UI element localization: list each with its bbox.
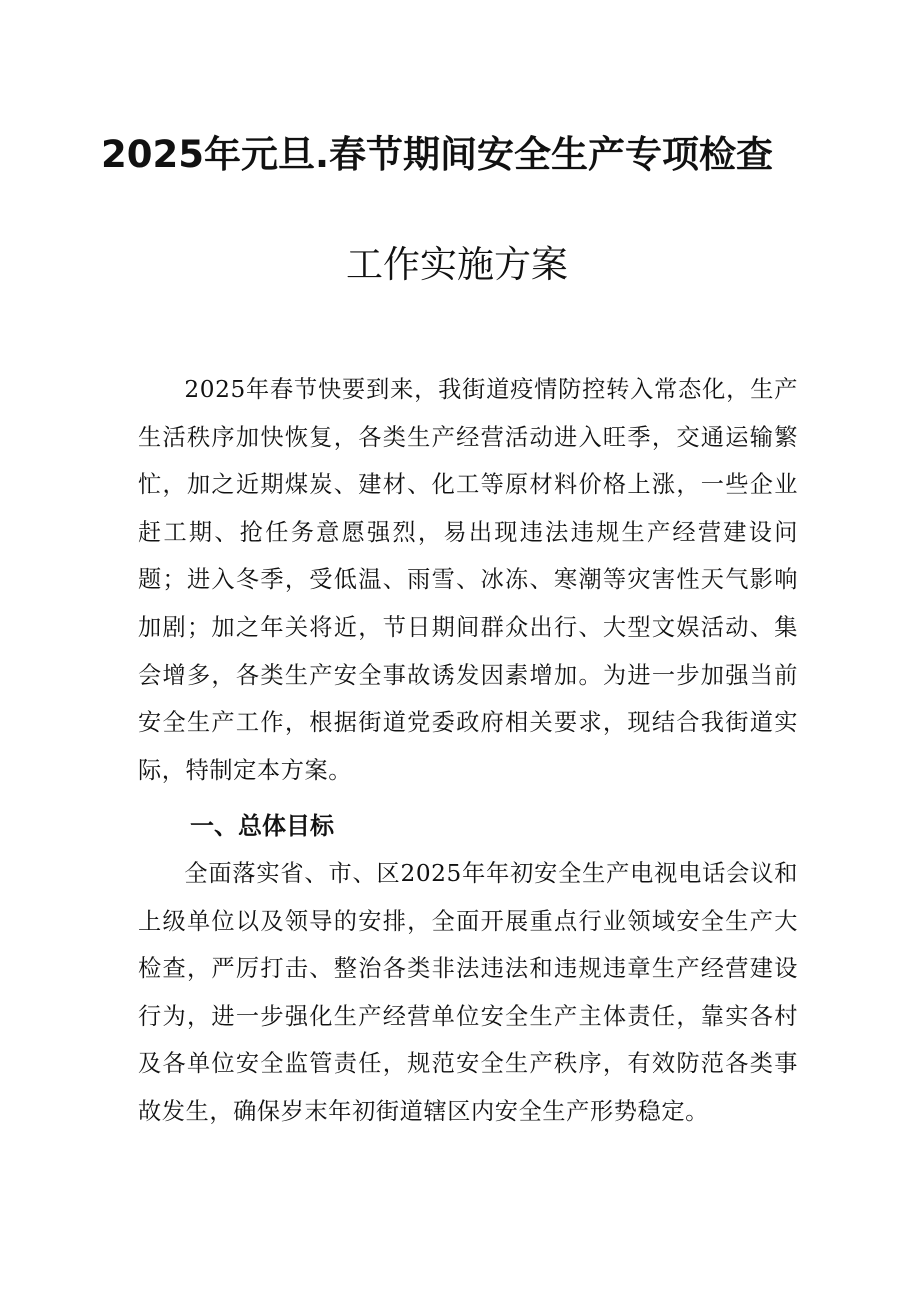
section-heading-overall-goal: 一、总体目标 — [190, 812, 334, 840]
section-1-paragraph: 全面落实省、市、区2025年年初安全生产电视电话会议和上级单位以及领导的安排，全面开展重点行业领域安全生产大检查，严厉打击、整治各类非法违法和违规违章生产经营建设行为，进一步强化生产经营单位安全生产主体责任，靠实各村及各单位安全监管责任，规范安全生产秩序，有效防范各类事故发生，确保岁末年初街道辖区内安全生产形势稳定。 — [138, 860, 798, 1125]
intro-paragraph: 2025年春节快要到来，我街道疫情防控转入常态化，生产生活秩序加快恢复，各类生产经营活动进入旺季，交通运输繁忙，加之近期煤炭、建材、化工等原材料价格上涨，一些企业赶工期、抢任务意愿强烈，易出现违法违规生产经营建设问题；进入冬季，受低温、雨雪、冰冻、寒潮等灾害性天气影响加剧；加之年关将近，节日期间群众出行、大型文娱活动、集会增多，各类生产安全事故诱发因素增加。为进一步加强当前安全生产工作，根据街道党委政府相关要求，现结合我街道实际，特制定本方案。 — [138, 376, 798, 784]
document-title-line-1: 2025年元旦.春节期间安全生产专项检查 — [100, 133, 774, 176]
document-title-line-2: 工作实施方案 — [346, 243, 568, 286]
